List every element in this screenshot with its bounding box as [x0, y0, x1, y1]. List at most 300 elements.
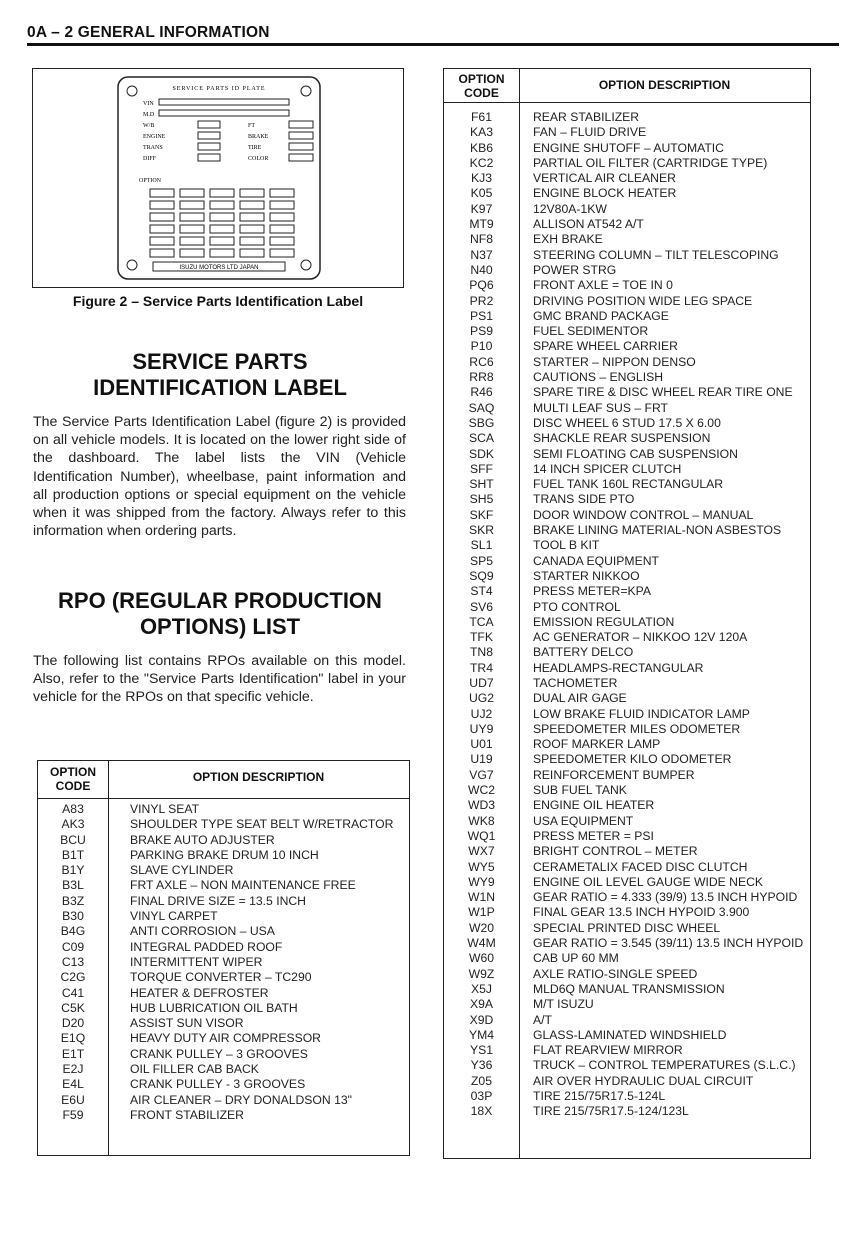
- table-row: [444, 890, 810, 905]
- option-box: [240, 225, 264, 233]
- option-code: SDK: [468, 446, 495, 461]
- option-code: U19: [470, 752, 493, 767]
- option-description: SHACKLE REAR SUSPENSION: [533, 431, 711, 446]
- option-description: AIR CLEANER – DRY DONALDSON 13": [130, 1092, 352, 1107]
- table-row: [444, 370, 810, 385]
- option-description: CAB UP 60 MM: [533, 951, 619, 966]
- option-code: K05: [470, 186, 493, 201]
- option-code: BCU: [60, 832, 86, 847]
- option-code: F61: [470, 110, 492, 124]
- option-description: TOOL B KIT: [533, 538, 600, 553]
- table-row: [38, 1001, 409, 1016]
- option-description: GEAR RATIO = 4.333 (39/9) 13.5 INCH HYPOID: [533, 890, 798, 905]
- table-row: [444, 982, 810, 997]
- option-description: HEADLAMPS-RECTANGULAR: [533, 660, 704, 675]
- option-code: E2J: [62, 1062, 84, 1077]
- option-description: 14 INCH SPICER CLUTCH: [533, 461, 682, 476]
- table-row: [444, 691, 810, 706]
- page-header: 0A – 2 GENERAL INFORMATION: [27, 24, 270, 41]
- table-row: [444, 523, 810, 538]
- plate-label-vin: VIN: [143, 101, 154, 107]
- option-description: CAUTIONS – ENGLISH: [533, 370, 664, 385]
- table-row: [444, 584, 810, 599]
- option-code: B3L: [62, 878, 84, 893]
- plate-label-wb: W/B: [143, 123, 155, 129]
- rpo-table-right: [443, 68, 811, 1159]
- option-code: F59: [62, 1107, 84, 1122]
- option-code: KC2: [469, 155, 494, 170]
- option-code: NF8: [469, 232, 494, 247]
- table-row: [444, 783, 810, 798]
- table-row: [38, 970, 409, 985]
- option-box: [180, 237, 204, 245]
- table-row: [38, 878, 409, 893]
- option-box: [180, 225, 204, 233]
- option-code: D20: [61, 1016, 85, 1031]
- option-description: GMC BRAND PACKAGE: [533, 308, 669, 323]
- option-code: WY5: [468, 859, 495, 874]
- option-code: W20: [468, 920, 495, 935]
- table-row: [444, 768, 810, 783]
- table-row: [444, 1028, 810, 1043]
- option-code: K97: [470, 201, 493, 216]
- option-description: ASSIST SUN VISOR: [130, 1016, 244, 1031]
- option-description: INTEGRAL PADDED ROOF: [130, 939, 283, 954]
- table-row: [444, 447, 810, 462]
- option-code: B1Y: [61, 863, 85, 878]
- option-description: SPARE WHEEL CARRIER: [533, 339, 678, 354]
- option-description: FINAL DRIVE SIZE = 13.5 INCH: [130, 893, 306, 908]
- option-description: M/T ISUZU: [533, 997, 594, 1012]
- service-parts-plate-illustration: [33, 69, 403, 287]
- option-code: RR8: [469, 370, 494, 385]
- option-description: STEERING COLUMN – TILT TELESCOPING: [533, 247, 779, 262]
- table-row: [38, 986, 409, 1001]
- option-box: [210, 225, 234, 233]
- option-description: VINYL CARPET: [130, 909, 218, 924]
- option-description: MULTI LEAF SUS – FRT: [533, 400, 668, 415]
- figure-caption: Figure 2 – Service Parts Identification Label: [72, 293, 364, 309]
- option-code: SKR: [468, 523, 495, 538]
- option-code: 03P: [470, 1089, 493, 1103]
- table-row: [444, 905, 810, 920]
- option-description: ENGINE BLOCK HEATER: [533, 186, 677, 201]
- option-box: [240, 237, 264, 245]
- option-description: BRAKE LINING MATERIAL-NON ASBESTOS: [533, 523, 782, 538]
- option-code: WD3: [467, 798, 496, 813]
- option-description: TRUCK – CONTROL TEMPERATURES (S.L.C.): [533, 1058, 796, 1073]
- table-row: [444, 1104, 810, 1119]
- option-code: YM4: [468, 1027, 495, 1042]
- option-description: ENGINE OIL LEVEL GAUGE WIDE NECK: [533, 874, 764, 889]
- plate-label-ft: FT: [248, 123, 256, 129]
- option-box: [150, 249, 174, 257]
- option-box: [180, 213, 204, 221]
- option-code: WC2: [467, 783, 496, 798]
- header-option-description: OPTION DESCRIPTION: [598, 78, 731, 92]
- table-row: [444, 829, 810, 844]
- table-row: [444, 263, 810, 278]
- table-row: [38, 863, 409, 878]
- table-row: [38, 924, 409, 939]
- option-description: TIRE 215/75R17.5-124/123L: [533, 1104, 689, 1119]
- table-header: [38, 761, 409, 799]
- table-row: [444, 309, 810, 324]
- option-box: [210, 237, 234, 245]
- option-code: C13: [61, 954, 85, 969]
- option-code: WK8: [468, 813, 495, 828]
- option-code: YS1: [469, 1043, 494, 1058]
- option-code: X9A: [469, 997, 494, 1012]
- plate-label-tire: TIRE: [248, 145, 262, 151]
- option-description: FRONT STABILIZER: [130, 1107, 244, 1122]
- table-header: [444, 69, 810, 103]
- header-option-code: OPTION CODE: [458, 72, 505, 100]
- table-row: [444, 921, 810, 936]
- option-code: W60: [468, 951, 495, 966]
- option-description: FLAT REARVIEW MIRROR: [533, 1043, 683, 1058]
- option-description: REINFORCEMENT BUMPER: [533, 767, 695, 782]
- plate-label-option: OPTION: [139, 178, 161, 184]
- option-description: INTERMITTENT WIPER: [130, 954, 263, 969]
- table-row: [444, 860, 810, 875]
- table-row: [38, 909, 409, 924]
- option-description: CRANK PULLEY - 3 GROOVES: [130, 1077, 306, 1092]
- option-box: [210, 201, 234, 209]
- option-description: TORQUE CONVERTER – TC290: [130, 970, 312, 985]
- option-description: ENGINE SHUTOFF – AUTOMATIC: [533, 140, 724, 155]
- option-code: WY9: [468, 874, 495, 889]
- option-description: STARTER – NIPPON DENSO: [533, 354, 696, 369]
- option-code: SP5: [469, 553, 494, 568]
- option-code: E6U: [61, 1092, 85, 1107]
- option-description: GEAR RATIO = 3.545 (39/11) 13.5 INCH HYPOID: [533, 936, 804, 951]
- option-box: [270, 249, 294, 257]
- option-code: WX7: [468, 844, 495, 859]
- table-row: [444, 508, 810, 523]
- option-description: PARTIAL OIL FILTER (CARTRIDGE TYPE): [533, 155, 768, 170]
- option-description: HEATER & DEFROSTER: [130, 985, 269, 1000]
- table-row: [444, 569, 810, 584]
- table-row: [444, 707, 810, 722]
- table-row: [38, 894, 409, 909]
- table-row: [444, 339, 810, 354]
- table-row: [444, 217, 810, 232]
- table-row: [444, 967, 810, 982]
- table-row: [444, 538, 810, 553]
- table-row: [444, 600, 810, 615]
- option-code: B3Z: [61, 893, 85, 908]
- option-code: N37: [470, 247, 493, 262]
- option-description: GLASS-LAMINATED WINDSHIELD: [533, 1027, 727, 1042]
- option-box: [150, 213, 174, 221]
- plate-label-trans: TRANS: [143, 145, 163, 151]
- table-row: [444, 171, 810, 186]
- table-row: [444, 1043, 810, 1058]
- option-code: W4M: [467, 936, 496, 951]
- option-box: [270, 189, 294, 197]
- option-code: TR4: [469, 660, 494, 675]
- option-description: POWER STRG: [533, 262, 617, 277]
- table-row: [444, 355, 810, 370]
- option-description: FUEL SEDIMENTOR: [533, 324, 649, 339]
- option-description: BRIGHT CONTROL – METER: [533, 844, 698, 859]
- option-code: PS9: [469, 324, 494, 339]
- option-code: TCA: [469, 614, 494, 629]
- option-description: 12V80A-1KW: [533, 201, 607, 216]
- option-code: PR2: [469, 293, 494, 308]
- table-row: [444, 798, 810, 813]
- table-row: [444, 615, 810, 630]
- option-code: X9D: [469, 1012, 494, 1027]
- table-row: [444, 401, 810, 416]
- option-code: SAQ: [468, 400, 495, 415]
- table-row: [444, 1074, 810, 1089]
- option-description: SPECIAL PRINTED DISC WHEEL: [533, 920, 721, 935]
- plate-label-brake: BRAKE: [248, 134, 269, 140]
- table-row: [444, 554, 810, 569]
- option-code: TFK: [469, 630, 494, 645]
- option-description: CRANK PULLEY – 3 GROOVES: [130, 1046, 308, 1061]
- option-box: [150, 189, 174, 197]
- option-description: SPEEDOMETER KILO ODOMETER: [533, 752, 732, 767]
- table-row: [444, 814, 810, 829]
- table-row: [444, 492, 810, 507]
- option-description: SLAVE CYLINDER: [130, 863, 234, 878]
- option-code: SQ9: [469, 568, 494, 583]
- table-row: [444, 661, 810, 676]
- option-description: EXH BRAKE: [533, 232, 603, 247]
- table-row: [38, 1093, 409, 1108]
- table-row: [38, 848, 409, 863]
- table-row: [38, 940, 409, 955]
- table-row: [444, 416, 810, 431]
- option-box: [270, 201, 294, 209]
- option-code: Z05: [470, 1073, 492, 1088]
- option-code: SL1: [470, 538, 493, 553]
- table-row: [444, 875, 810, 890]
- option-box: [270, 225, 294, 233]
- option-code: X5J: [470, 981, 492, 996]
- option-description: SPEEDOMETER MILES ODOMETER: [533, 721, 741, 736]
- option-code: 18X: [470, 1104, 493, 1119]
- option-description: MLD6Q MANUAL TRANSMISSION: [533, 981, 725, 996]
- option-code: SH5: [469, 492, 494, 507]
- option-description: SUB FUEL TANK: [533, 783, 627, 798]
- option-code: SCA: [468, 431, 495, 446]
- option-code: B4G: [60, 924, 86, 939]
- option-code: UG2: [468, 691, 495, 706]
- option-box: [210, 249, 234, 257]
- option-box: [210, 189, 234, 197]
- option-description: DISC WHEEL 6 STUD 17.5 X 6.00: [533, 415, 721, 430]
- option-box: [270, 213, 294, 221]
- option-description: BATTERY DELCO: [533, 645, 634, 660]
- option-code: E4L: [62, 1077, 84, 1092]
- option-description: HUB LUBRICATION OIL BATH: [130, 1000, 298, 1015]
- section-body-rpo: The following list contains RPOs available on this model. Also, refer to the "Service Parts Identification" label in your vehicle for the RPOs on that specific vehicle.: [33, 653, 406, 706]
- option-code: E1Q: [60, 1031, 86, 1046]
- table-row: [38, 802, 409, 817]
- option-code: UY9: [469, 721, 494, 736]
- option-description: TIRE 215/75R17.5-124L: [533, 1089, 666, 1103]
- table-row: [38, 1108, 409, 1123]
- table-row: [38, 955, 409, 970]
- option-code: SFF: [469, 461, 494, 476]
- plate-footer: ISUZU MOTORS LTD JAPAN: [179, 265, 259, 271]
- table-row: [444, 202, 810, 217]
- option-code: UJ2: [470, 706, 493, 721]
- table-row: [38, 1062, 409, 1077]
- table-row: [38, 1047, 409, 1062]
- table-row: [444, 462, 810, 477]
- option-description: DRIVING POSITION WIDE LEG SPACE: [533, 293, 753, 308]
- option-box: [270, 237, 294, 245]
- option-box: [150, 225, 174, 233]
- option-code: KA3: [469, 125, 494, 140]
- option-code: W9Z: [468, 966, 495, 981]
- option-description: VERTICAL AIR CLEANER: [533, 171, 676, 186]
- option-code: KB6: [469, 140, 494, 155]
- option-code: P10: [470, 339, 493, 354]
- table-row: [444, 936, 810, 951]
- figure-box: [32, 68, 404, 288]
- option-description: SPARE TIRE & DISC WHEEL REAR TIRE ONE: [533, 385, 793, 400]
- section-title-rpo: RPO (REGULAR PRODUCTION OPTIONS) LIST: [58, 588, 382, 639]
- option-description: AXLE RATIO-SINGLE SPEED: [533, 966, 698, 981]
- table-row: [444, 385, 810, 400]
- option-box: [240, 201, 264, 209]
- table-body: [444, 110, 810, 1120]
- table-row: [444, 110, 810, 125]
- table-row: [444, 278, 810, 293]
- option-code: C09: [61, 939, 85, 954]
- option-code: UD7: [469, 675, 494, 690]
- option-description: FRONT AXLE = TOE IN 0: [533, 278, 673, 293]
- table-row: [444, 722, 810, 737]
- plate-label-md: M.D: [143, 112, 155, 118]
- table-row: [444, 1089, 810, 1104]
- table-row: [444, 997, 810, 1012]
- option-description: VINYL SEAT: [130, 802, 200, 816]
- option-description: DUAL AIR GAGE: [533, 691, 627, 706]
- table-row: [444, 125, 810, 140]
- table-row: [444, 324, 810, 339]
- option-box: [150, 201, 174, 209]
- plate-label-engine: ENGINE: [143, 134, 166, 140]
- option-description: HEAVY DUTY AIR COMPRESSOR: [130, 1031, 321, 1046]
- option-description: ANTI CORROSION – USA: [130, 924, 275, 939]
- option-code: R46: [470, 385, 493, 400]
- option-box: [180, 201, 204, 209]
- option-code: SKF: [469, 507, 494, 522]
- option-code: VG7: [469, 767, 494, 782]
- option-box: [150, 237, 174, 245]
- option-code: PS1: [469, 308, 494, 323]
- section-title-service-parts: SERVICE PARTS IDENTIFICATION LABEL: [93, 349, 347, 400]
- option-description: A/T: [533, 1012, 552, 1027]
- option-code: A83: [62, 802, 84, 816]
- option-description: SHOULDER TYPE SEAT BELT W/RETRACTOR: [130, 817, 394, 832]
- option-description: PTO CONTROL: [533, 599, 621, 614]
- option-code: SHT: [469, 477, 494, 492]
- option-code: TN8: [469, 645, 494, 660]
- table-row: [444, 752, 810, 767]
- table-row: [38, 833, 409, 848]
- option-description: PRESS METER = PSI: [533, 828, 654, 843]
- table-row: [444, 294, 810, 309]
- table-body: [38, 802, 409, 1123]
- option-code: C41: [61, 985, 85, 1000]
- option-description: TACHOMETER: [533, 675, 618, 690]
- option-description: DOOR WINDOW CONTROL – MANUAL: [533, 507, 754, 522]
- option-box: [240, 213, 264, 221]
- option-box: [180, 189, 204, 197]
- table-row: [444, 232, 810, 247]
- table-row: [444, 676, 810, 691]
- option-description: SEMI FLOATING CAB SUSPENSION: [533, 446, 738, 461]
- table-row: [444, 1013, 810, 1028]
- plate-label-diff: DIFF: [143, 156, 157, 162]
- option-description: BRAKE AUTO ADJUSTER: [130, 832, 275, 847]
- option-box: [240, 189, 264, 197]
- option-code: B1T: [61, 847, 85, 862]
- option-description: ROOF MARKER LAMP: [533, 737, 661, 752]
- option-code: RC6: [469, 354, 494, 369]
- option-description: ENGINE OIL HEATER: [533, 798, 655, 813]
- table-row: [444, 645, 810, 660]
- option-description: REAR STABILIZER: [533, 110, 640, 124]
- option-code: PQ6: [469, 278, 494, 293]
- option-code: ST4: [470, 584, 493, 599]
- table-row: [38, 1031, 409, 1046]
- option-description: ALLISON AT542 A/T: [533, 217, 644, 232]
- table-row: [444, 844, 810, 859]
- option-box: [240, 249, 264, 257]
- table-row: [444, 477, 810, 492]
- option-box: [210, 213, 234, 221]
- table-row: [444, 737, 810, 752]
- option-code: SBG: [468, 415, 495, 430]
- option-description: FRT AXLE – NON MAINTENANCE FREE: [130, 878, 356, 893]
- option-description: FINAL GEAR 13.5 INCH HYPOID 3.900: [533, 905, 750, 920]
- section-body-service-parts: The Service Parts Identification Label (figure 2) is provided on all vehicle models. It is located on the lower right side of the dashboard. The label lists the VIN (Vehicle Identification Number), wheelbase, paint information and all production options or special equipment on the vehicle when it was shipped from the factory. Always refer to this information when ordering parts.: [33, 414, 406, 540]
- table-row: [444, 1058, 810, 1073]
- header-option-code: OPTION CODE: [49, 765, 96, 793]
- option-description: STARTER NIKKOO: [533, 568, 640, 583]
- table-row: [444, 186, 810, 201]
- option-code: WQ1: [467, 828, 496, 843]
- option-description: FUEL TANK 160L RECTANGULAR: [533, 477, 724, 492]
- option-grid: [150, 189, 294, 257]
- option-description: CANADA EQUIPMENT: [533, 553, 659, 568]
- table-row: [444, 156, 810, 171]
- option-description: FAN – FLUID DRIVE: [533, 125, 647, 140]
- option-code: N40: [470, 262, 493, 277]
- table-row: [38, 817, 409, 832]
- table-row: [444, 630, 810, 645]
- option-code: Y36: [470, 1058, 493, 1073]
- header-rule: [27, 43, 839, 46]
- option-code: AK3: [61, 817, 85, 832]
- table-row: [38, 1016, 409, 1031]
- plate-label-color: COLOR: [248, 156, 269, 162]
- option-description: AIR OVER HYDRAULIC DUAL CIRCUIT: [533, 1073, 754, 1088]
- option-description: USA EQUIPMENT: [533, 813, 634, 828]
- option-code: W1N: [467, 890, 496, 905]
- option-description: LOW BRAKE FLUID INDICATOR LAMP: [533, 706, 750, 721]
- table-row: [444, 248, 810, 263]
